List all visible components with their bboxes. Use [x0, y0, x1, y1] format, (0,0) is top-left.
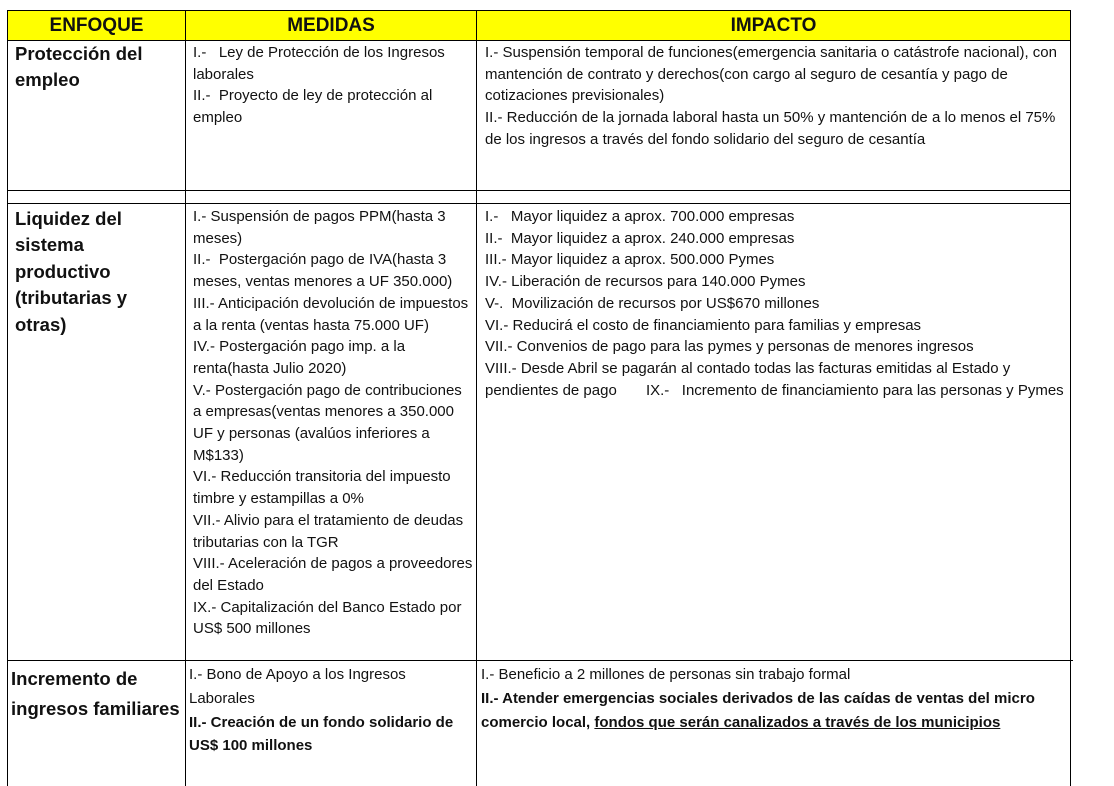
impacto-2-5: V-. Movilización de recursos por US$670 millones: [485, 294, 820, 312]
row1-divider-b: [7, 203, 1071, 204]
row3-enfoque: Incremento de ingresos familiares: [11, 668, 180, 719]
medida-1-1: I.- Ley de Protección de los Ingresos laborales: [193, 44, 449, 83]
medida-2-4: IV.- Postergación pago imp. a la renta(hasta Julio 2020): [193, 338, 406, 377]
impacto-2-2: II.- Mayor liquidez a aprox. 240.000 empresas: [485, 229, 795, 247]
impacto-2-6: VI.- Reducirá el costo de financiamiento para familias y empresas: [485, 316, 922, 334]
header-enfoque: ENFOQUE: [8, 11, 185, 40]
table-border-right: [1070, 10, 1071, 786]
medida-2-6: VI.- Reducción transitoria del impuesto timbre y estampillas a 0%: [193, 468, 451, 508]
impacto-3-2: [481, 687, 1067, 735]
table-border-left: [7, 10, 8, 786]
row3-medidas: [189, 663, 473, 758]
impacto-2-7: VII.- Convenios de pago para las pymes y personas de menores ingresos: [485, 338, 974, 356]
impacto-3-1: I.- Beneficio a 2 millones de personas sin trabajo formal: [481, 666, 851, 683]
medida-3-2: II.- Creación de un fondo solidario de US$ 100 millones: [189, 713, 454, 755]
medida-2-5: V.- Postergación pago de contribuciones a empresas(ventas menores a 350.000 UF y personas (avalúos inferiores a M$133): [193, 381, 462, 464]
header-impacto: IMPACTO: [477, 11, 1070, 40]
medida-2-1: I.- Suspensión de pagos PPM(hasta 3 meses): [193, 208, 446, 247]
row1-medidas: [193, 42, 473, 129]
row3-impacto: [481, 663, 1067, 734]
medida-3-1: I.- Bono de Apoyo a los Ingresos Laborales: [189, 666, 406, 707]
col-divider-2: [476, 10, 477, 786]
impacto-3-2-text: II.- Atender emergencias sociales derivados de las caídas de ventas del micro comercio local,: [481, 689, 1035, 731]
header-medidas: MEDIDAS: [186, 11, 476, 40]
row2-impacto: [485, 206, 1067, 401]
impacto-2-1: I.- Mayor liquidez a aprox. 700.000 empresas: [485, 208, 795, 225]
impacto-1-1: I.- Suspensión temporal de funciones(emergencia sanitaria o catástrofe nacional), con mantención de contrato y derechos(con cargo al seguro de cesantía y pago de cotizaciones previsionales): [485, 44, 1057, 105]
row1-impacto: [485, 42, 1067, 151]
medida-2-7: VII.- Alivio para el tratamiento de deudas tributarias con la TGR: [193, 511, 464, 551]
medida-1-2: II.- Proyecto de ley de protección al empleo: [193, 87, 437, 127]
row2-medidas: [193, 206, 473, 640]
impacto-2-4: IV.- Liberación de recursos para 140.000 Pymes: [485, 273, 806, 291]
medida-2-2: II.- Postergación pago de IVA(hasta 3 meses, ventas menores a UF 350.000): [193, 251, 453, 291]
impacto-3-2-underlined: fondos que serán canalizados a través de los municipios: [594, 713, 1001, 731]
impacto-1-2: II.- Reducción de la jornada laboral hasta un 50% y mantención de a lo menos el 75% de los ingresos a través del fondo solidario del seguro de cesantía: [485, 109, 1056, 148]
impacto-2-3: III.- Mayor liquidez a aprox. 500.000 Pymes: [485, 251, 775, 269]
medida-2-8: VIII.- Aceleración de pagos a proveedores del Estado: [193, 555, 473, 594]
medida-2-9: IX.- Capitalización del Banco Estado por US$ 500 millones: [193, 598, 462, 638]
row2-divider: [7, 660, 1073, 661]
col-divider-1: [185, 10, 186, 786]
impacto-2-8: VIII.- Desde Abril se pagarán al contado todas las facturas emitidas al Estado y pendientes de pago IX.- Incremento de financiamiento para las personas y Pymes: [485, 359, 1064, 399]
row1-divider-a: [7, 190, 1071, 191]
row2-enfoque: Liquidez del sistema productivo (tributarias y otras): [15, 208, 128, 335]
medida-2-3: III.- Anticipación devolución de impuestos a la renta (ventas hasta 75.000 UF): [193, 294, 469, 334]
row1-enfoque: Protección del empleo: [15, 43, 143, 91]
